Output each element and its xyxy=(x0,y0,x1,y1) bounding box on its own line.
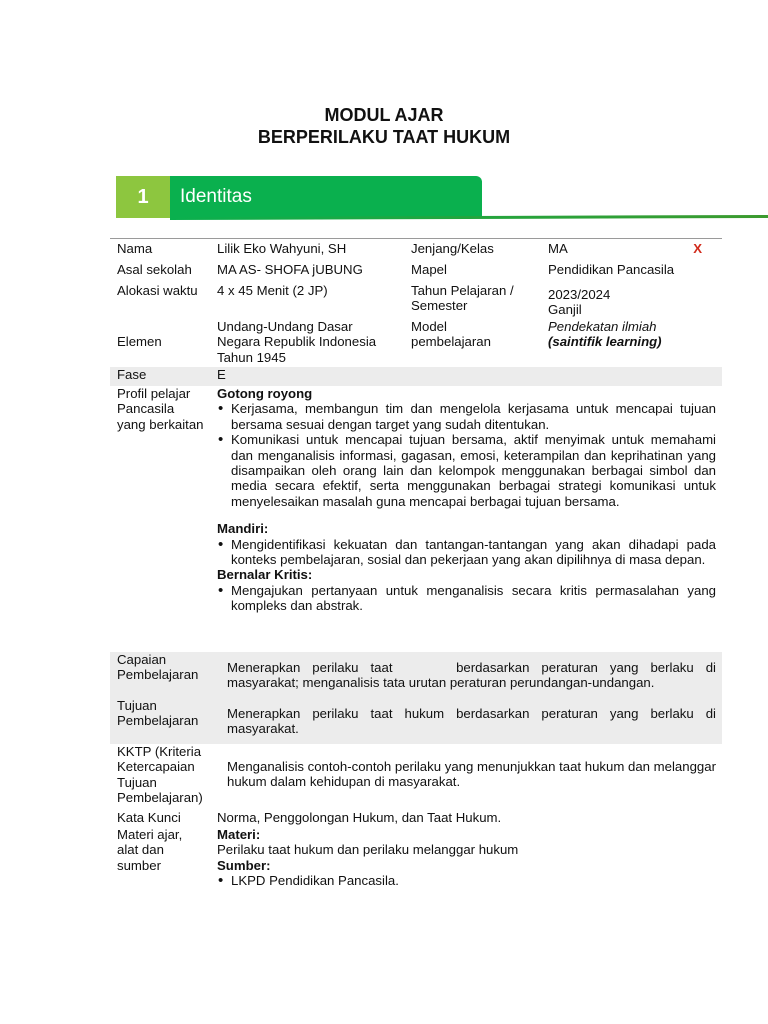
kktp-value: Menganalisis contoh-contoh perilaku yang menunjukkan taat hukum dan melanggar hukum dalam kehidupan di masyarakat. xyxy=(227,759,716,790)
document-title xyxy=(0,104,768,148)
mapel-label: Mapel xyxy=(411,262,447,277)
alokasi-label: Alokasi waktu xyxy=(117,283,198,298)
mandiri-heading: Mandiri: xyxy=(217,521,269,537)
profil-label xyxy=(110,386,217,652)
gotong-royong-heading: Gotong royong xyxy=(217,386,313,401)
list-item: • Komunikasi untuk mencapai tujuan bersama, aktif menyimak untuk memahami dan menganalisis informasi, gagasan, emosi, keterampilan dan keprihatinan yang disampaikan oleh orang lain dan kelompok menggunakan berbagai simbol dan media secara efektif, serta menggunakan berbagai strategi komunikasi untuk menyelesaikan masalah guna mencapai berbagai tujuan bersama. xyxy=(231,432,716,509)
tahun-label-line: Tahun Pelajaran / xyxy=(411,283,514,298)
title-line-2: BERPERILAKU TAAT HUKUM xyxy=(257,127,511,147)
kata-kunci-label: Kata Kunci xyxy=(117,810,181,825)
nama-value: Lilik Eko Wahyuni, SH xyxy=(217,241,347,256)
tahun-label-line: Semester xyxy=(411,298,468,314)
tujuan-label xyxy=(110,698,217,744)
materi-value: Perilaku taat hukum dan perilaku melanggar hukum xyxy=(217,842,519,858)
kktp-label-line: Tujuan xyxy=(117,774,157,790)
bernalar-list xyxy=(217,583,716,614)
capaian-text-hidden: hukum xyxy=(404,660,445,675)
asal-value: MA AS- SHOFA jUBUNG xyxy=(217,262,363,277)
profil-label-line: Profil pelajar xyxy=(117,386,191,401)
list-item: • LKPD Pendidikan Pancasila. xyxy=(231,873,716,888)
capaian-text-start: Menerapkan perilaku taat xyxy=(227,660,393,675)
title-line-1: MODUL AJAR xyxy=(324,105,444,125)
profil-content xyxy=(217,386,722,652)
kktp-label-line: KKTP (Kriteria xyxy=(117,744,202,759)
materi-label-line: alat dan xyxy=(117,842,164,858)
model-label-line: Model xyxy=(411,319,447,334)
kktp-label-line: Ketercapaian xyxy=(117,759,195,775)
model-value-line: (saintifik learning) xyxy=(548,334,662,350)
model-value xyxy=(548,319,722,367)
list-item: • Mengajukan pertanyaan untuk menganalisis secara kritis permasalahan yang kompleks dan abstrak. xyxy=(231,583,716,614)
kata-kunci-value: Norma, Penggolongan Hukum, dan Taat Hukum. xyxy=(217,810,502,825)
fase-value: E xyxy=(217,367,226,382)
mapel-value: Pendidikan Pancasila xyxy=(548,262,675,277)
row-nama xyxy=(110,239,722,262)
row-tujuan xyxy=(110,698,722,744)
row-kata-kunci xyxy=(110,810,722,827)
model-value-line: Pendekatan ilmiah xyxy=(548,319,657,334)
mandiri-list xyxy=(217,537,716,568)
gotong-royong-list xyxy=(217,401,716,509)
materi-heading: Materi: xyxy=(217,827,261,842)
tahun-value xyxy=(548,283,722,319)
jenjang-value: MA xyxy=(548,241,568,256)
tujuan-label-line: Pembelajaran xyxy=(117,713,199,729)
nama-label: Nama xyxy=(117,241,153,256)
list-item: • Mengidentifikasi kekuatan dan tantangan-tantangan yang akan dihadapi pada konteks pembelajaran, sosial dan pekerjaan yang akan dipilihnya di masa depan. xyxy=(231,537,716,568)
section-title: Identitas xyxy=(170,176,482,218)
kktp-label xyxy=(110,744,217,810)
profil-label-line: yang berkaitan xyxy=(117,416,204,432)
materi-label-line: sumber xyxy=(117,857,161,873)
capaian-value xyxy=(217,652,722,698)
tahun-label xyxy=(411,283,548,319)
row-kktp xyxy=(110,744,722,810)
row-fase xyxy=(110,367,722,386)
section-number: 1 xyxy=(116,176,170,218)
tujuan-label-line: Tujuan xyxy=(117,698,157,713)
row-asal xyxy=(110,262,722,283)
jenjang-cell xyxy=(548,241,722,262)
jenjang-label: Jenjang/Kelas xyxy=(411,241,494,256)
elemen-line: Negara Republik Indonesia xyxy=(217,334,377,350)
row-elemen xyxy=(110,319,722,367)
elemen-value xyxy=(217,319,411,367)
elemen-line: Tahun 1945 xyxy=(217,349,286,365)
capaian-label-line: Pembelajaran xyxy=(117,667,199,683)
sumber-heading: Sumber: xyxy=(217,857,271,873)
row-alokasi xyxy=(110,283,722,319)
capaian-label xyxy=(110,652,217,698)
materi-label xyxy=(110,827,217,897)
row-profil xyxy=(110,386,722,652)
identity-table xyxy=(110,238,722,897)
kelas-mark: X xyxy=(693,241,702,256)
row-materi xyxy=(110,827,722,897)
model-label-line: pembelajaran xyxy=(411,334,491,350)
kktp-label-line: Pembelajaran) xyxy=(117,790,203,806)
model-label xyxy=(411,319,548,367)
capaian-text-end: berdasarkan peraturan yang berlaku di masyarakat; menganalisis tata urutan peraturan perundangan-undangan. xyxy=(227,660,716,691)
materi-content xyxy=(217,827,722,897)
sumber-list xyxy=(217,873,716,888)
elemen-label: Elemen xyxy=(117,334,162,349)
tahun-value-year: 2023/2024 xyxy=(548,287,611,302)
materi-label-line: Materi ajar, xyxy=(117,827,183,842)
tujuan-value: Menerapkan perilaku taat hukum berdasarkan peraturan yang berlaku di masyarakat. xyxy=(227,706,716,737)
elemen-line: Undang-Undang Dasar xyxy=(217,319,353,334)
tahun-value-semester: Ganjil xyxy=(548,302,582,318)
asal-label: Asal sekolah xyxy=(117,262,192,277)
profil-label-line: Pancasila xyxy=(117,401,175,417)
row-capaian xyxy=(110,652,722,698)
alokasi-value: 4 x 45 Menit (2 JP) xyxy=(217,283,328,298)
fase-label: Fase xyxy=(117,367,147,382)
list-item: • Kerjasama, membangun tim dan mengelola kerjasama untuk mencapai tujuan bersama sesuai dengan target yang sudah ditentukan. xyxy=(231,401,716,432)
capaian-label-line: Capaian xyxy=(117,652,167,667)
bernalar-heading: Bernalar Kritis: xyxy=(217,567,313,583)
